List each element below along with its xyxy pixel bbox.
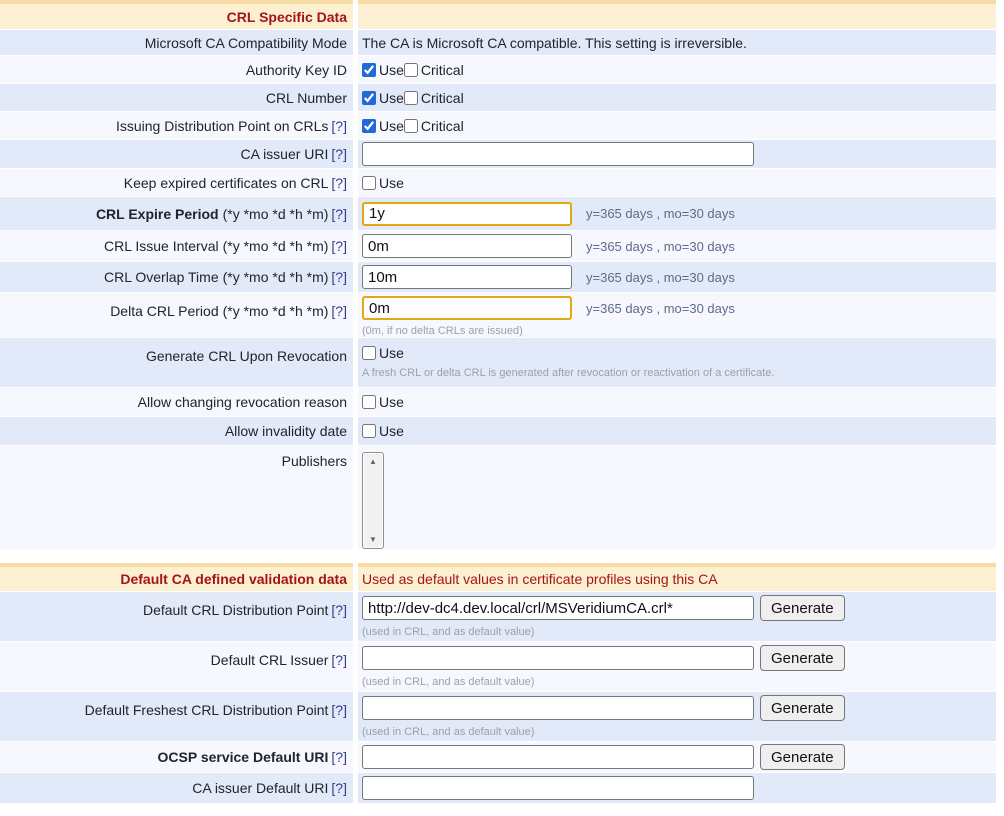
help-link[interactable]: [?]	[331, 146, 347, 162]
row-label: Delta CRL Period	[110, 303, 219, 319]
row-label: CRL Number	[265, 89, 347, 106]
table-row-crl-expire-period	[0, 197, 996, 230]
use-checkbox[interactable]	[362, 63, 376, 77]
section-title: Default CA defined validation data	[0, 563, 353, 591]
row-label-suffix: (*y *mo *d *h *m)	[222, 238, 329, 254]
row-label: Default CRL Issuer	[210, 652, 329, 668]
help-link[interactable]: [?]	[331, 702, 347, 718]
row-label: Default CRL Distribution Point	[142, 602, 329, 618]
section-subtitle: Used as default values in certificate profiles using this CA	[362, 571, 718, 587]
table-row-default-crl-issuer	[0, 642, 996, 691]
used-in-crl-note: (used in CRL, and as default value)	[362, 676, 535, 688]
row-label: Microsoft CA Compatibility Mode	[144, 34, 347, 51]
table-row-ca-issuer-default-uri	[0, 773, 996, 803]
table-row-allow-invalidity-date	[0, 417, 996, 445]
time-units-hint: y=365 days , mo=30 days	[586, 269, 735, 285]
section-title: CRL Specific Data	[0, 0, 353, 29]
used-in-crl-note: (used in CRL, and as default value)	[362, 726, 535, 738]
table-row-microsoft-ca	[0, 30, 996, 55]
default-freshest-crl-distribution-point-input[interactable]	[362, 696, 754, 720]
ca-issuer-uri-input[interactable]	[362, 142, 754, 166]
crl-overlap-time-input[interactable]	[362, 265, 572, 289]
row-label: Issuing Distribution Point on CRLs	[115, 117, 329, 134]
help-link[interactable]: [?]	[331, 205, 347, 222]
use-checkbox[interactable]	[362, 176, 376, 190]
row-label: Allow invalidity date	[224, 423, 347, 439]
section-header-crl	[0, 0, 996, 29]
help-link[interactable]: [?]	[331, 117, 347, 134]
default-validation-data-table	[0, 563, 996, 803]
table-row-publishers	[0, 446, 996, 549]
table-row-issuing-distribution-point	[0, 112, 996, 139]
ocsp-service-default-uri-input[interactable]	[362, 745, 754, 769]
time-units-hint: y=365 days , mo=30 days	[586, 300, 735, 316]
use-checkbox[interactable]	[362, 91, 376, 105]
scrollbar-up-icon[interactable]: ▲	[369, 457, 377, 466]
table-row-crl-number	[0, 84, 996, 111]
generate-button[interactable]: Generate	[760, 744, 845, 770]
table-row-delta-crl-period	[0, 293, 996, 337]
table-row-authority-key-id	[0, 56, 996, 83]
row-label-suffix: (*y *mo *d *h *m)	[222, 303, 329, 319]
default-crl-issuer-input[interactable]	[362, 646, 754, 670]
help-link[interactable]: [?]	[331, 174, 347, 191]
delta-crl-note: (0m, if no delta CRLs are issued)	[362, 325, 523, 337]
table-row-crl-issue-interval	[0, 231, 996, 261]
help-link[interactable]: [?]	[331, 238, 347, 254]
listbox-scrollbar[interactable]	[364, 454, 382, 547]
row-label: Publishers	[281, 453, 347, 469]
time-units-hint: y=365 days , mo=30 days	[586, 238, 735, 254]
row-label: CA issuer URI	[240, 146, 329, 162]
help-link[interactable]: [?]	[331, 652, 347, 668]
default-crl-distribution-point-input[interactable]	[362, 596, 754, 620]
ca-issuer-default-uri-input[interactable]	[362, 776, 754, 800]
checkbox-label: Use	[379, 394, 404, 410]
row-label: Allow changing revocation reason	[137, 394, 347, 410]
table-row-allow-changing-revocation-reason	[0, 388, 996, 416]
table-row-default-crl-distribution-point	[0, 592, 996, 641]
table-row-ocsp-service-default-uri	[0, 742, 996, 772]
delta-crl-period-input[interactable]	[362, 296, 572, 320]
checkbox-label: Use	[379, 117, 404, 134]
revocation-note: A fresh CRL or delta CRL is generated after revocation or reactivation of a certificate.	[362, 367, 775, 379]
table-row-generate-crl-upon-revocation	[0, 338, 996, 387]
generate-button[interactable]: Generate	[760, 695, 845, 721]
checkbox-label: Use	[379, 61, 404, 78]
help-link[interactable]: [?]	[331, 303, 347, 319]
microsoft-ca-status-text: The CA is Microsoft CA compatible. This setting is irreversible.	[362, 34, 747, 51]
generate-button[interactable]: Generate	[760, 595, 845, 621]
row-label: CRL Expire Period	[95, 205, 219, 222]
publishers-listbox[interactable]	[362, 452, 384, 549]
row-label: Generate CRL Upon Revocation	[145, 348, 347, 364]
row-label: CRL Overlap Time	[103, 269, 219, 285]
scrollbar-down-icon[interactable]: ▼	[369, 535, 377, 544]
help-link[interactable]: [?]	[331, 602, 347, 618]
crl-expire-period-input[interactable]	[362, 202, 572, 226]
row-label: Authority Key ID	[245, 61, 347, 78]
use-checkbox[interactable]	[362, 424, 376, 438]
help-link[interactable]: [?]	[331, 780, 347, 796]
row-label: OCSP service Default URI	[157, 749, 329, 765]
table-row-ca-issuer-uri	[0, 140, 996, 168]
critical-checkbox[interactable]	[404, 119, 418, 133]
checkbox-label: Critical	[420, 61, 464, 78]
row-label: CA issuer Default URI	[192, 780, 329, 796]
table-row-crl-overlap-time	[0, 262, 996, 292]
time-units-hint: y=365 days , mo=30 days	[586, 206, 735, 221]
use-checkbox[interactable]	[362, 346, 376, 360]
checkbox-label: Use	[379, 89, 404, 106]
section-header-validation	[0, 563, 996, 591]
checkbox-label: Use	[379, 423, 404, 439]
checkbox-label: Critical	[420, 89, 464, 106]
use-checkbox[interactable]	[362, 395, 376, 409]
crl-issue-interval-input[interactable]	[362, 234, 572, 258]
generate-button[interactable]: Generate	[760, 645, 845, 671]
use-checkbox[interactable]	[362, 119, 376, 133]
critical-checkbox[interactable]	[404, 91, 418, 105]
help-link[interactable]: [?]	[331, 269, 347, 285]
checkbox-label: Use	[379, 174, 404, 191]
row-label-suffix: (*y *mo *d *h *m)	[222, 269, 329, 285]
checkbox-label: Critical	[420, 117, 464, 134]
help-link[interactable]: [?]	[331, 749, 347, 765]
used-in-crl-note: (used in CRL, and as default value)	[362, 626, 535, 638]
row-label: Keep expired certificates on CRL	[123, 174, 329, 191]
section-header-spacer	[358, 0, 996, 29]
checkbox-label: Use	[379, 345, 404, 361]
row-label: Default Freshest CRL Distribution Point	[84, 702, 329, 718]
section-gap	[0, 550, 1004, 563]
row-label-suffix: (*y *mo *d *h *m)	[222, 205, 329, 222]
table-row-keep-expired-certs	[0, 169, 996, 196]
critical-checkbox[interactable]	[404, 63, 418, 77]
row-label: CRL Issue Interval	[103, 238, 219, 254]
table-row-default-freshest-crl-distribution-point	[0, 692, 996, 741]
